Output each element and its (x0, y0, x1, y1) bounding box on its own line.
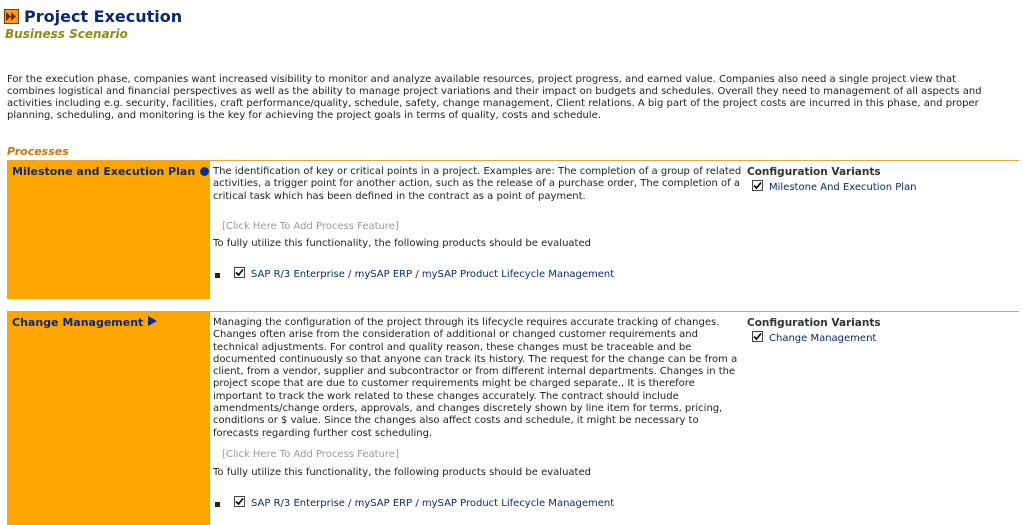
checkmark-icon (235, 497, 244, 506)
checkmark-icon (235, 268, 244, 277)
processes-heading: Processes (7, 145, 69, 158)
process-name[interactable] (12, 165, 209, 178)
process-description: The identification of key or critical points in a project. Examples are: The completion of a group of related activities, a trigger point for another action, such as the release of a purchase order, The completion of a critical task which has been defined in the contract as a point of payment. (213, 166, 742, 202)
config-variants-title: Configuration Variants (747, 166, 881, 178)
config-variant-link[interactable]: Change Management (769, 333, 877, 344)
page-header (4, 7, 182, 41)
config-variant-item (752, 333, 1017, 344)
process-description: Managing the configuration of the project through its lifecycle requires accurate tracking of changes. Changes often arise from the consideration of additional or changed customer requirements and technical adjustments. For control and quality reason, these changes must be traceable and be documented continuously so that anyone can track its history. The request for the change can be from a client, from a vendor, supplier and subcontractor or from different internal departments. Changes in the project scope that are due to customer requirements might be charged separate., It is therefore important to track the work related to these changes accurately. The contract should include amendments/change orders, approvals, and changes discretely shown by line item for terms, pricing, conditions or $ value. Since the changes also affect costs and schedule, it might be necessary to forecasts regarding further cost scheduling. (213, 317, 738, 439)
evaluate-products-text: To fully utilize this functionality, the following products should be evaluated (213, 238, 591, 249)
product-checkbox[interactable] (234, 267, 245, 278)
configuration-variants (747, 317, 1017, 344)
config-variants-title: Configuration Variants (747, 317, 881, 329)
process-name-label[interactable]: Milestone and Execution Plan (12, 165, 196, 178)
square-bullet-icon (215, 502, 220, 507)
product-link[interactable]: SAP R/3 Enterprise / mySAP ERP / mySAP Product Lifecycle Management (251, 498, 615, 509)
play-arrow-icon (148, 316, 157, 329)
config-variant-checkbox[interactable] (752, 331, 763, 342)
add-process-feature-link[interactable]: [Click Here To Add Process Feature] (222, 221, 399, 232)
evaluate-products-text: To fully utilize this functionality, the following products should be evaluated (213, 467, 591, 478)
product-checkbox[interactable] (234, 496, 245, 507)
product-item (215, 498, 614, 509)
title-row (4, 7, 182, 26)
product-link[interactable]: SAP R/3 Enterprise / mySAP ERP / mySAP Product Lifecycle Management (251, 269, 615, 280)
config-variant-link[interactable]: Milestone And Execution Plan (769, 182, 917, 193)
config-variant-item (752, 182, 1017, 193)
intro-text: For the execution phase, companies want increased visibility to monitor and analyze available resources, project progress, and earned value. Companies also need a single project view that combines logistical and financial perspectives as well as the ability to manage project variations and their impact on budgets and schedules. Overall they need to management of all aspects and activities including e.g. security, facilities, craft performance/quality, schedule, safety, change management, Client relations. A big part of the project costs are incurred in this phase, and proper planning, scheduling, and monitoring is the key for achieving the project goals in terms of quality, costs and schedule. (7, 74, 982, 121)
config-variant-checkbox[interactable] (752, 180, 763, 191)
bullet-dot-icon (200, 167, 209, 176)
process-row (7, 311, 1019, 525)
product-item (215, 269, 614, 280)
fast-forward-icon (4, 9, 19, 24)
square-bullet-icon (215, 273, 220, 278)
checkmark-icon (753, 181, 762, 190)
process-name-cell (7, 312, 210, 525)
configuration-variants (747, 166, 1017, 193)
process-name-cell (7, 161, 210, 299)
process-name[interactable] (12, 316, 157, 329)
checkmark-icon (753, 332, 762, 341)
process-row (7, 160, 1019, 299)
page-subtitle: Business Scenario (5, 27, 128, 41)
page-title: Project Execution (24, 7, 183, 26)
process-name-label[interactable]: Change Management (12, 316, 144, 329)
add-process-feature-link[interactable]: [Click Here To Add Process Feature] (222, 449, 399, 460)
